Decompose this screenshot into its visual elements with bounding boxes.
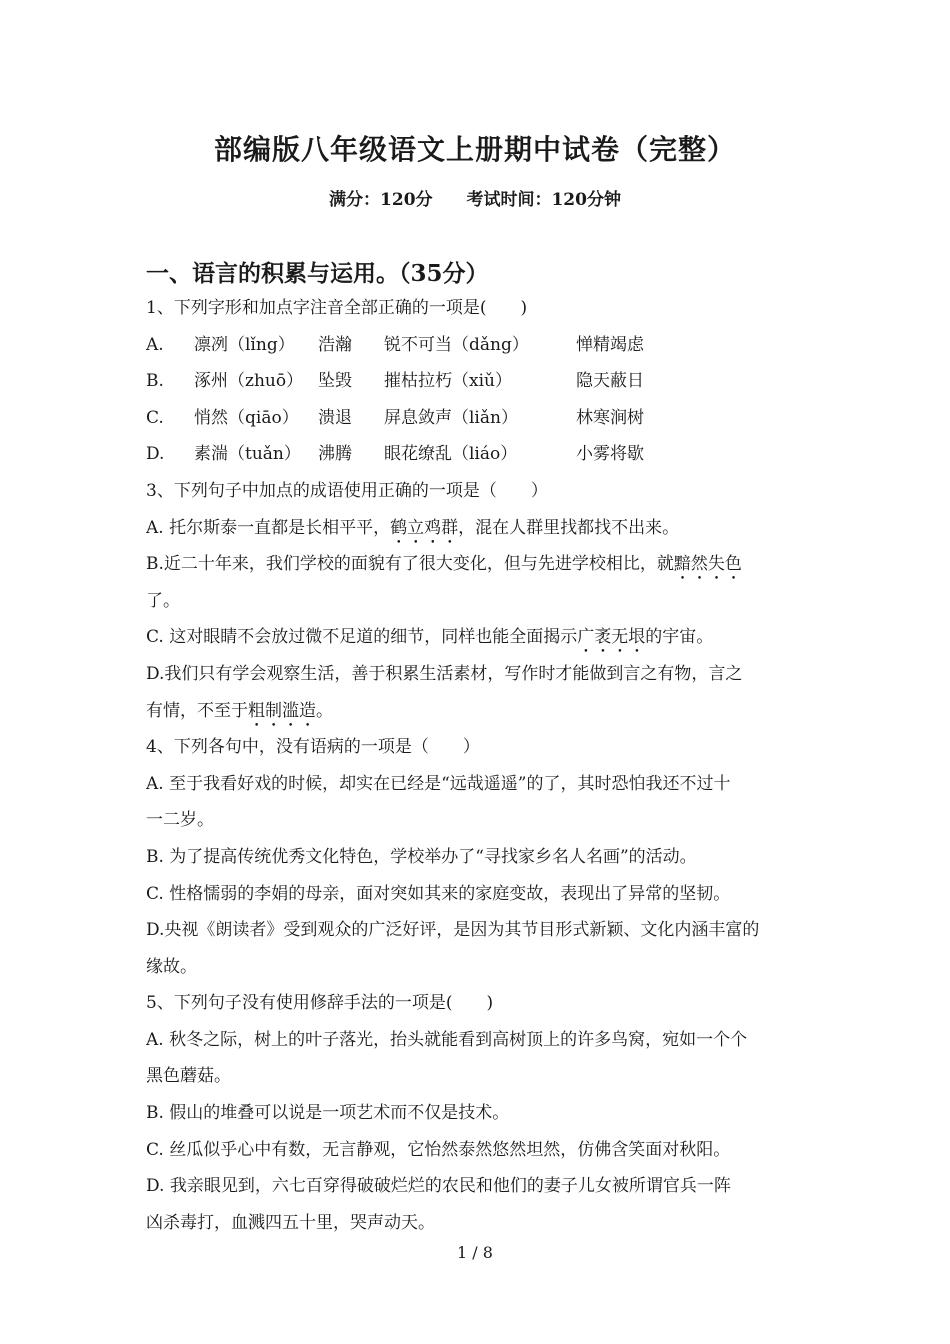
option-word-3: 屏息敛声（liǎn） — [384, 407, 518, 428]
question-5-option-c: C. 丝瓜似乎心中有数，无言静观，它怡然泰然悠然坦然，仿佛含笑面对秋阳。 — [146, 1139, 731, 1160]
option-text: C. 这对眼睛不会放过微不足道的细节，同样也能全面揭示 — [146, 627, 578, 648]
option-word-4: 小雾将歇 — [576, 444, 644, 465]
option-word-4: 林寒涧树 — [576, 407, 644, 428]
option-label: B. — [146, 371, 164, 392]
option-word-4: 隐天蔽日 — [576, 371, 644, 392]
option-word-1: 凛冽（lǐng） — [194, 334, 295, 355]
question-4-stem: 4、下列各句中，没有语病的一项是（ ） — [146, 737, 480, 758]
question-1-option-b — [146, 363, 811, 400]
question-5-option-d-cont: 凶杀毒打，血溅四五十里，哭声动天。 — [146, 1212, 435, 1233]
question-1-option-d — [146, 436, 811, 473]
question-1-option-a — [146, 327, 811, 364]
question-3-option-a — [146, 510, 811, 547]
dotted-idiom: 鹤立鸡群 — [390, 517, 459, 538]
question-3-option-d: D.我们只有学会观察生活，善于积累生活素材，写作时才能做到言之有物，言之 — [146, 663, 743, 684]
question-4-option-d: D.央视《朗读者》受到观众的广泛好评，是因为其节目形式新颖、文化内涵丰富的 — [146, 920, 760, 941]
option-label: C. — [146, 407, 164, 428]
question-list — [146, 290, 811, 1241]
question-1-option-c — [146, 400, 811, 437]
question-3-option-d-cont — [146, 693, 811, 730]
option-text: 。 — [316, 700, 333, 721]
option-word-3: 眼花缭乱（liáo） — [384, 444, 518, 465]
exam-info — [0, 185, 950, 210]
option-label: A. — [146, 334, 164, 355]
option-text: ，混在人群里找都找不出来。 — [458, 517, 680, 538]
document-title: 部编版八年级语文上册期中试卷（完整） — [213, 133, 736, 166]
option-word-1: 素湍（tuǎn） — [194, 444, 301, 465]
option-text: A. 托尔斯泰一直都是长相平平， — [146, 517, 391, 538]
option-word-3: 锐不可当（dǎng） — [384, 334, 529, 355]
option-word-2: 浩瀚 — [318, 334, 352, 355]
option-word-2: 溃退 — [318, 407, 352, 428]
option-word-2: 沸腾 — [318, 444, 352, 465]
exam-time: 考试时间：120分钟 — [466, 190, 621, 210]
question-3-option-c — [146, 619, 811, 656]
question-5-option-a-cont: 黑色蘑菇。 — [146, 1066, 231, 1087]
option-text: B.近二十年来，我们学校的面貌有了很大变化，但与先进学校相比，就 — [146, 554, 674, 575]
question-5-option-d: D. 我亲眼见到，六七百穿得破破烂烂的农民和他们的妻子儿女被所谓官兵一阵 — [146, 1176, 731, 1197]
question-1-stem: 1、下列字形和加点字注音全部正确的一项是( ) — [146, 298, 528, 318]
dotted-idiom: 粗制滥造 — [248, 700, 316, 721]
option-word-2: 坠毁 — [318, 371, 352, 392]
option-text: 有情，不至于 — [146, 700, 248, 721]
question-4-option-a: A. 至于我看好戏的时候，却实在已经是“远哉遥遥”的了，其时恐怕我还不过十 — [146, 773, 731, 794]
option-label: D. — [146, 444, 165, 465]
question-4-option-a-cont: 一二岁。 — [146, 810, 214, 831]
question-5-option-b: B. 假山的堆叠可以说是一项艺术而不仅是技术。 — [146, 1103, 510, 1124]
option-word-4: 惮精竭虑 — [576, 334, 644, 355]
question-4-option-d-cont: 缘故。 — [146, 956, 197, 977]
question-3-option-b-cont: 了。 — [146, 590, 180, 611]
option-word-3: 摧枯拉朽（xiǔ） — [384, 371, 512, 392]
question-4-option-b: B. 为了提高传统优秀文化特色，学校举办了“寻找家乡名人名画”的活动。 — [146, 846, 697, 867]
question-3-option-b — [146, 546, 811, 583]
section-heading: 一、语言的积累与运用。（35分） — [146, 260, 489, 287]
dotted-idiom: 广袤无垠 — [577, 627, 646, 648]
page-number: 1 / 8 — [457, 1243, 493, 1262]
option-word-1: 悄然（qiāo） — [194, 407, 299, 428]
option-text: 的宇宙。 — [645, 627, 714, 648]
question-5-option-a: A. 秋冬之际，树上的叶子落光，抬头就能看到高树顶上的许多鸟窝，宛如一个个 — [146, 1029, 748, 1050]
full-score: 满分：120分 — [329, 190, 433, 210]
dotted-idiom: 黯然失色 — [673, 554, 742, 575]
question-5-stem: 5、下列句子没有使用修辞手法的一项是( ) — [146, 993, 494, 1014]
question-3-stem: 3、下列句子中加点的成语使用正确的一项是（ ） — [146, 480, 548, 501]
option-word-1: 涿州（zhuō） — [194, 371, 304, 392]
question-4-option-c: C. 性格懦弱的李娟的母亲，面对突如其来的家庭变故，表现出了异常的坚韧。 — [146, 883, 731, 904]
